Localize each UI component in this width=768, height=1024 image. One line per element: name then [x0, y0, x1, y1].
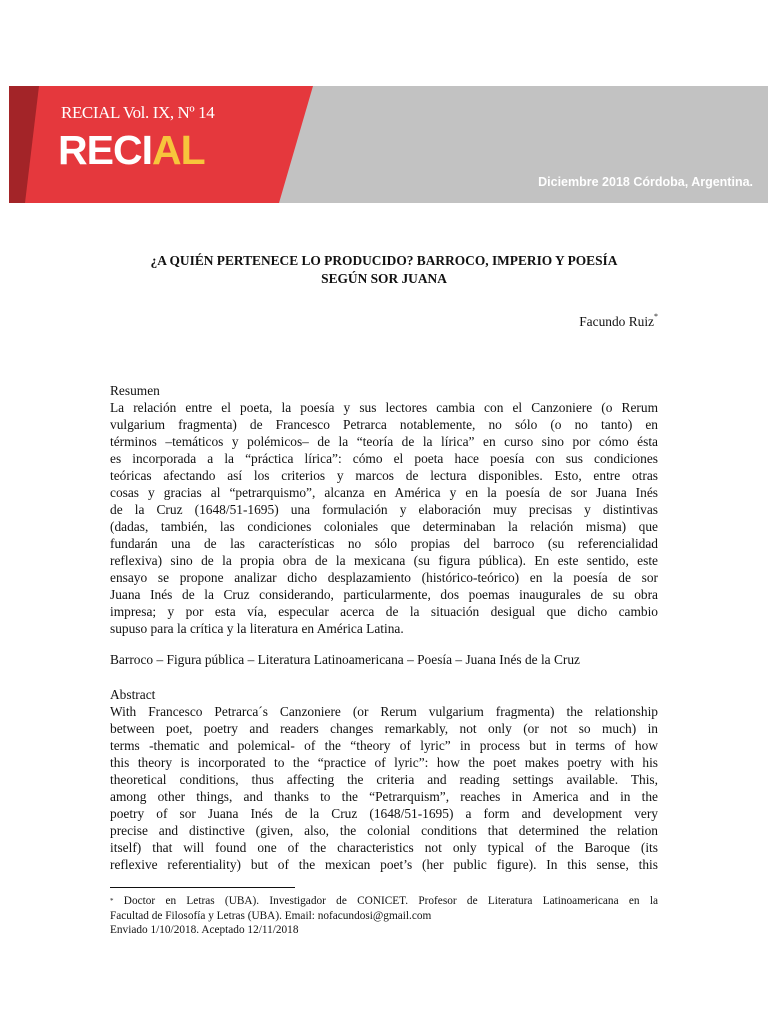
resumen-line: La relación entre el poeta, la poesía y sus lectores cambia con el Canzoniere (o Rerum — [110, 400, 658, 415]
journal-banner — [9, 86, 768, 203]
author-name: Facundo Ruiz — [579, 314, 654, 329]
footnote-line-1 — [110, 894, 658, 909]
resumen-line: vulgarium fragmenta) de Francesco Petrarca notablemente, no sólo (o no tanto) en — [110, 417, 658, 432]
resumen-section — [110, 382, 658, 637]
author-footnote-mark: * — [654, 312, 658, 321]
resumen-line: Juana Inés de la Cruz considerando, particularmente, dos poemas inaugurales de su obra — [110, 587, 658, 602]
resumen-line: impresa; y por esta vía, especular acerca de la situación desigual que dicho cambio — [110, 604, 658, 619]
abstract-paragraph — [110, 703, 658, 873]
abstract-line: With Francesco Petrarca´s Canzoniere (or Rerum vulgarium fragmenta) the relationship — [110, 704, 658, 719]
journal-volume: RECIAL Vol. IX, Nº 14 — [61, 103, 215, 122]
footnote-line-2: Facultad de Filosofía y Letras (UBA). Email: nofacundosi@gmail.com — [110, 909, 432, 922]
resumen-line: supuso para la crítica y la literatura en América Latina. — [110, 621, 404, 636]
logo-text-yellow: AL — [151, 127, 205, 173]
abstract-line: reflexive referentiality) but of the mexican poet’s (her public figure). In this sense, this — [110, 857, 658, 872]
footnote-rule — [110, 887, 295, 888]
author — [579, 314, 658, 330]
resumen-line: teóricas afectando así los criterios y marcos de lectura disponibles. Esto, entre otras — [110, 468, 658, 483]
article-title — [110, 252, 658, 288]
resumen-paragraph — [110, 399, 658, 637]
footnote-line-3: Enviado 1/10/2018. Aceptado 12/11/2018 — [110, 924, 299, 936]
resumen-line: es incorporada a la “práctica lírica”: cómo el poeta hace poesía con sus condiciones — [110, 451, 658, 466]
abstract-line: poetry of sor Juana Inés de la Cruz (1648/51-1695) a form and development very — [110, 806, 658, 821]
resumen-line: reflexiva) sino de la propia obra de la mexicana (su figura pública). En este sentido, este — [110, 553, 658, 568]
abstract-line: precise and distinctive (given, also, the colonial conditions that determined the relation — [110, 823, 658, 838]
resumen-line: (dadas, también, las condiciones coloniales que determinaban la relación misma) que — [110, 519, 658, 534]
resumen-heading: Resumen — [110, 383, 160, 398]
keywords: Barroco – Figura pública – Literatura Latinoamericana – Poesía – Juana Inés de la Cruz — [110, 652, 580, 667]
title-line-1: ¿A QUIÉN PERTENECE LO PRODUCIDO? BARROCO, IMPERIO Y POESÍA — [150, 253, 618, 268]
abstract-line: terms -thematic and polemical- of the “theory of lyric” in process but in terms of how — [110, 738, 658, 753]
resumen-line: fundarán una de las características no sólo propias del barroco (su referencialidad — [110, 536, 658, 551]
abstract-line: among other things, and thanks to the “Petrarquism”, reaches in America and in the — [110, 789, 658, 804]
logo-text-white: RECI — [58, 127, 152, 173]
resumen-line: términos –temáticos y polémicos– de la “teoría de la lírica” en curso sino por cómo ésta — [110, 434, 658, 449]
footnote — [110, 894, 658, 938]
issue-date-place: Diciembre 2018 Córdoba, Argentina. — [538, 175, 753, 189]
resumen-line: cosas y gracias al “petrarquismo”, alcanza en América y en la poesía de sor Juana Inés — [110, 485, 658, 500]
abstract-line: itself) that will found one of the characteristics not only typical of the Baroque (its — [110, 840, 658, 855]
abstract-line: theoretical conditions, thus affecting the criteria and reading settings available. This, — [110, 772, 658, 787]
abstract-line: between poet, poetry and readers changes remarkably, not only (or not so much) in — [110, 721, 658, 736]
abstract-section — [110, 686, 658, 873]
recial-logo — [58, 127, 205, 173]
title-line-2: SEGÚN SOR JUANA — [321, 271, 447, 286]
footnote-mark: * — [110, 897, 114, 905]
abstract-heading: Abstract — [110, 687, 156, 702]
resumen-line: de la Cruz (1648/51-1695) una formulación y elaboración muy precisas y distintivas — [110, 502, 658, 517]
footnote-text-1: Doctor en Letras (UBA). Investigador de CONICET. Profesor de Literatura Latinoamericana en la — [123, 895, 658, 907]
abstract-line: this theory is incorporated to the “practice of lyric”: how the poet makes poetry with his — [110, 755, 658, 770]
resumen-line: ensayo se propone analizar dicho desplazamiento (histórico-teórico) en la poesía de sor — [110, 570, 658, 585]
